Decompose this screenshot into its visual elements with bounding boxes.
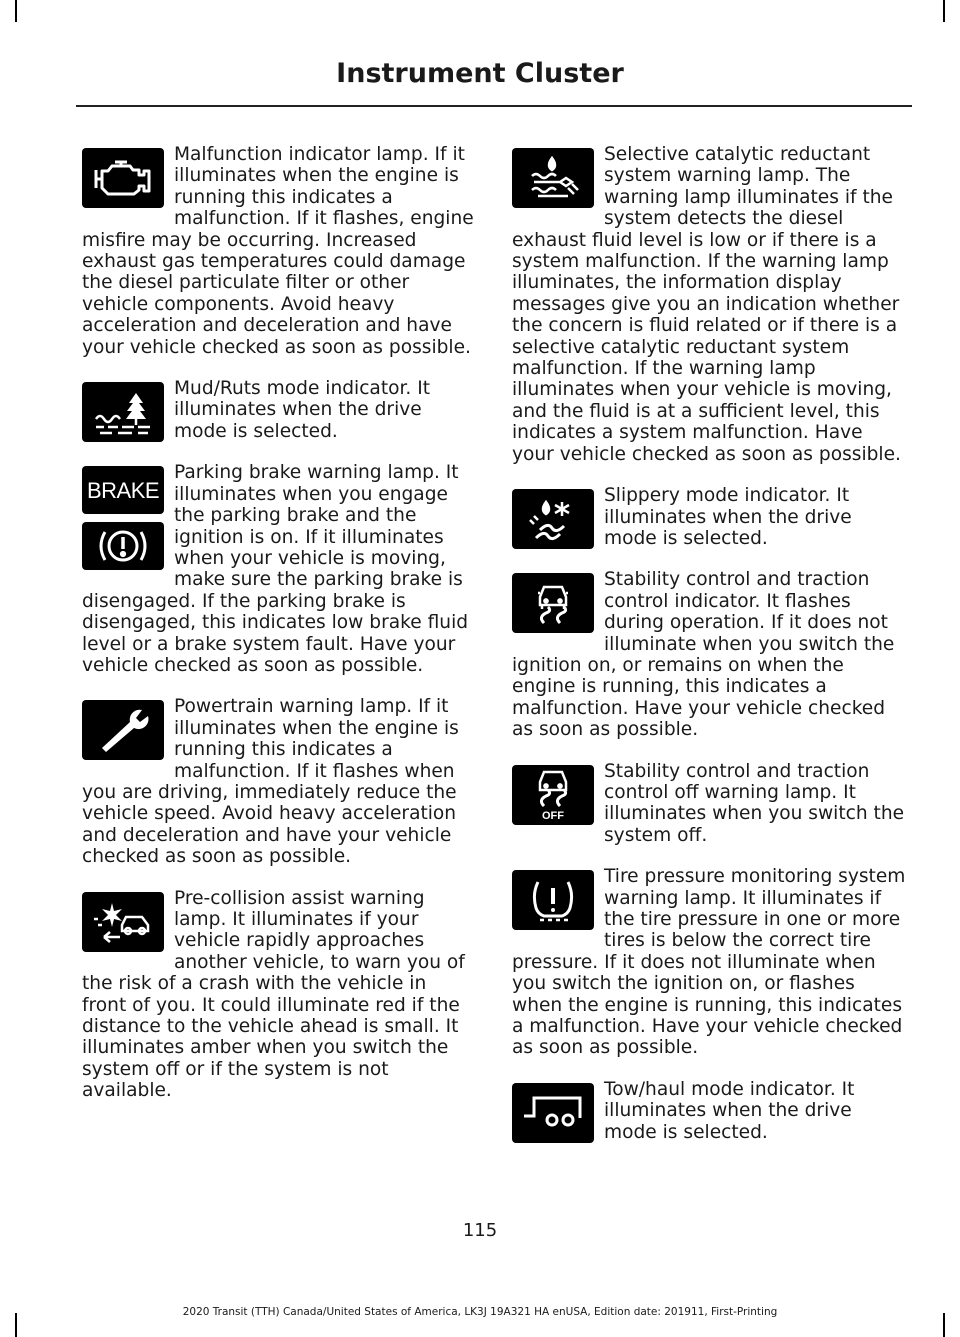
entry-malfunction-indicator: [82, 144, 476, 358]
entry-text: Pre-collision assist warning lamp. It illuminates if your vehicle rapidly approaches another vehicle, to warn you of the risk of a crash with the vehicle in front of you. It could illuminate red if the distance to the vehicle ahead is small. It illuminates amber when you switch the system off or if the system is not available.: [82, 887, 465, 1102]
entry-stability-off: [512, 761, 906, 847]
entry-powertrain: [82, 696, 476, 867]
header-divider: [76, 105, 912, 107]
entry-stability-control: [512, 569, 906, 740]
crop-mark-top-left: [15, 0, 17, 22]
brake-label: BRAKE: [86, 477, 160, 503]
entry-slippery: [512, 485, 906, 549]
publication-footer: 2020 Transit (TTH) Canada/United States of America, LK3J 19A321 HA enUSA, Edition date: 201911, First-Printing: [182, 1306, 778, 1318]
entry-reductant: [512, 144, 906, 465]
right-column: [512, 144, 906, 1163]
entry-mud-ruts: [82, 378, 476, 442]
entry-text: Tow/haul mode indicator. It illuminates when the drive mode is selected.: [604, 1078, 855, 1143]
entry-text: Tire pressure monitoring system warning lamp. It illuminates if the tire pressure in one or more tires is below the correct tire pressure. If it does not illuminate when you switch the ignition on, or flashes when the engine is running, this indicates a malfunction. Have your vehicle checked as soon as possible.: [512, 866, 906, 1059]
left-column: [82, 144, 476, 1122]
entry-tire-pressure: [512, 866, 906, 1059]
brake-text-icon: [82, 466, 164, 514]
off-label: OFF: [542, 809, 564, 822]
reductant-icon: [512, 148, 594, 208]
entry-pre-collision: [82, 888, 476, 1102]
page-title: Instrument Cluster: [336, 58, 624, 89]
slippery-icon: [512, 489, 594, 549]
parking-brake-icon: [82, 466, 164, 570]
wrench-icon: [82, 700, 164, 760]
entry-text: Slippery mode indicator. It illuminates when the drive mode is selected.: [604, 485, 852, 549]
stability-off-icon: [512, 765, 594, 825]
crop-mark-top-right: [943, 0, 945, 22]
entry-tow-haul: [512, 1079, 906, 1143]
engine-icon: [82, 148, 164, 208]
mud-ruts-icon: [82, 382, 164, 442]
entry-text: Parking brake warning lamp. It illuminates when you engage the parking brake and the ignition is on. If it illuminates when your vehicle is moving, make sure the parking brake is disengaged. If the parking brake is disengaged, this indicates low brake fluid level or a brake system fault. Have your vehicle checked as soon as possible.: [82, 462, 469, 676]
tow-haul-icon: [512, 1083, 594, 1143]
tire-pressure-icon: [512, 870, 594, 930]
brake-circle-icon: [82, 522, 164, 570]
page-number: 115: [462, 1220, 498, 1241]
pre-collision-icon: [82, 892, 164, 952]
entry-text: Selective catalytic reductant system warning lamp. The warning lamp illuminates if the system detects the diesel exhaust fluid level is low or if there is a system malfunction. If the warning lamp illuminates, the information display messages give you an indication whether the concern is fluid related or if there is a selective catalytic reductant system malfunction. If the warning lamp illuminates when your vehicle is moving, and the fluid is at a sufficient level, this indicates a system malfunction. Have your vehicle checked as soon as possible.: [512, 144, 901, 465]
entry-text: Malfunction indicator lamp. If it illuminates when the engine is running this indicates a malfunction. If it flashes, engine misfire may be occurring. Increased exhaust gas temperatures could damage the diesel particulate filter or other vehicle components. Avoid heavy acceleration and deceleration and have your vehicle checked as soon as possible.: [82, 144, 474, 358]
stability-control-icon: [512, 573, 594, 633]
entry-text: Powertrain warning lamp. If it illuminates when the engine is running this indicates a malfunction. If it flashes when you are driving, immediately reduce the vehicle speed. Avoid heavy acceleration and deceleration and have your vehicle checked as soon as possible.: [82, 696, 459, 868]
entry-text: Mud/Ruts mode indicator. It illuminates when the drive mode is selected.: [174, 378, 431, 442]
entry-text: Stability control and traction control off warning lamp. It illuminates when you switch the system off.: [604, 760, 905, 846]
entry-parking-brake: [82, 462, 476, 676]
entry-text: Stability control and traction control indicator. It flashes during operation. If it does not illuminate when you switch the ignition on, or remains on when the engine is running, this indicates a malfunction. Have your vehicle checked as soon as possible.: [512, 569, 895, 741]
